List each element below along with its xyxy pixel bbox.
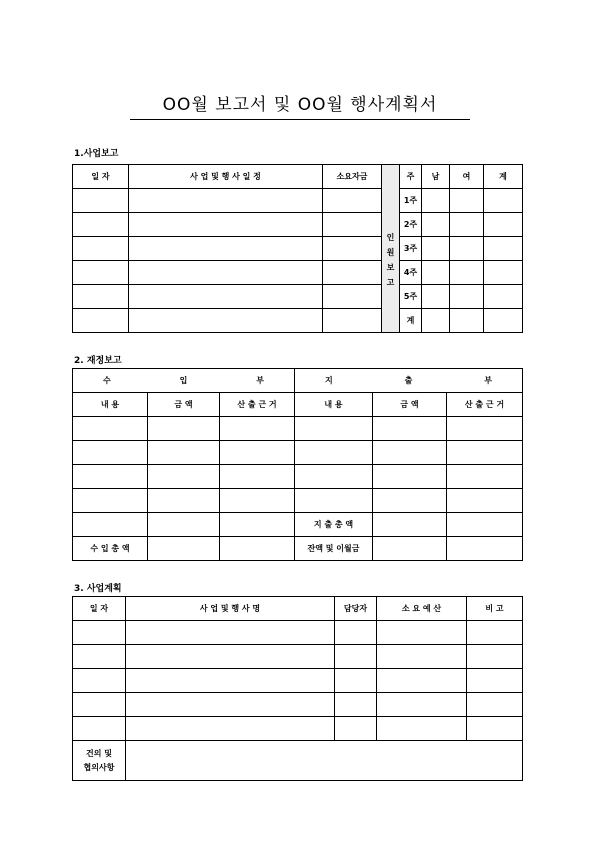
- plan-cell[interactable]: [377, 693, 467, 717]
- week-label: 3주: [400, 237, 422, 261]
- header-week: 주: [400, 165, 422, 189]
- expense-total-label: 지 출 총 액: [295, 513, 373, 537]
- expense-header-char: 지: [325, 376, 333, 385]
- col-expense-basis: 산 출 근 거: [447, 393, 523, 417]
- finance-cell[interactable]: [295, 489, 373, 513]
- finance-cell[interactable]: [295, 465, 373, 489]
- financial-report-table: [72, 368, 523, 561]
- plan-cell[interactable]: [73, 621, 126, 645]
- count-cell[interactable]: [484, 309, 523, 333]
- plan-cell[interactable]: [467, 645, 523, 669]
- count-cell[interactable]: [450, 309, 484, 333]
- header-date: 일 자: [73, 165, 129, 189]
- side-label-top: [382, 165, 400, 189]
- count-cell[interactable]: [484, 189, 523, 213]
- carryover-label: 잔액 및 이월금: [295, 537, 373, 561]
- report-cell[interactable]: [73, 309, 129, 333]
- plan-header-event: 사 업 및 행 사 명: [126, 597, 335, 621]
- finance-cell[interactable]: [220, 513, 295, 537]
- finance-cell[interactable]: [148, 537, 220, 561]
- plan-cell[interactable]: [467, 621, 523, 645]
- plan-header-budget: 소 요 예 산: [377, 597, 467, 621]
- finance-cell[interactable]: [373, 489, 447, 513]
- report-cell[interactable]: [73, 189, 129, 213]
- business-report-table: [72, 164, 523, 333]
- finance-cell[interactable]: [295, 417, 373, 441]
- finance-cell[interactable]: [73, 417, 148, 441]
- finance-cell[interactable]: [373, 513, 447, 537]
- finance-cell[interactable]: [148, 489, 220, 513]
- plan-cell[interactable]: [126, 717, 335, 741]
- finance-cell[interactable]: [447, 489, 523, 513]
- header-total: 계: [484, 165, 523, 189]
- label-char: 고: [386, 278, 395, 288]
- plan-cell[interactable]: [73, 717, 126, 741]
- count-cell[interactable]: [422, 261, 450, 285]
- count-cell[interactable]: [450, 213, 484, 237]
- finance-cell[interactable]: [373, 417, 447, 441]
- finance-cell[interactable]: [220, 465, 295, 489]
- income-header-char: 부: [256, 376, 265, 385]
- plan-cell[interactable]: [73, 693, 126, 717]
- report-cell[interactable]: [323, 261, 382, 285]
- count-cell[interactable]: [422, 189, 450, 213]
- report-cell[interactable]: [129, 237, 323, 261]
- report-cell[interactable]: [129, 309, 323, 333]
- count-cell[interactable]: [422, 309, 450, 333]
- report-cell[interactable]: [323, 309, 382, 333]
- section3-heading: 3. 사업계획: [74, 584, 122, 594]
- count-cell[interactable]: [450, 285, 484, 309]
- section2-heading: 2. 재정보고: [74, 356, 122, 366]
- business-plan-table: [72, 596, 523, 781]
- label-char: 보: [386, 263, 395, 273]
- report-cell[interactable]: [129, 261, 323, 285]
- label-char: 인: [386, 233, 395, 243]
- header-activity: 사 업 및 행 사 일 정: [129, 165, 323, 189]
- report-cell[interactable]: [73, 237, 129, 261]
- report-cell[interactable]: [323, 189, 382, 213]
- finance-cell[interactable]: [148, 513, 220, 537]
- finance-cell[interactable]: [73, 513, 148, 537]
- finance-cell[interactable]: [73, 489, 148, 513]
- report-cell[interactable]: [129, 213, 323, 237]
- plan-cell[interactable]: [335, 693, 377, 717]
- count-cell[interactable]: [422, 237, 450, 261]
- section1-heading: 1.사업보고: [74, 149, 119, 159]
- finance-cell[interactable]: [148, 441, 220, 465]
- finance-cell[interactable]: [148, 417, 220, 441]
- header-female: 여: [450, 165, 484, 189]
- plan-cell[interactable]: [126, 621, 335, 645]
- count-cell[interactable]: [484, 285, 523, 309]
- col-income-basis: 산 출 근 거: [220, 393, 295, 417]
- count-cell[interactable]: [422, 213, 450, 237]
- finance-cell[interactable]: [73, 441, 148, 465]
- week-label: 2주: [400, 213, 422, 237]
- plan-cell[interactable]: [126, 693, 335, 717]
- report-cell[interactable]: [323, 213, 382, 237]
- finance-cell[interactable]: [447, 537, 523, 561]
- count-cell[interactable]: [484, 261, 523, 285]
- finance-cell[interactable]: [220, 417, 295, 441]
- count-cell[interactable]: [422, 285, 450, 309]
- report-cell[interactable]: [129, 189, 323, 213]
- plan-cell[interactable]: [126, 645, 335, 669]
- plan-header-manager: 담당자: [335, 597, 377, 621]
- finance-cell[interactable]: [148, 465, 220, 489]
- finance-cell[interactable]: [220, 441, 295, 465]
- plan-cell[interactable]: [467, 693, 523, 717]
- finance-cell[interactable]: [447, 465, 523, 489]
- report-cell[interactable]: [73, 213, 129, 237]
- plan-header-note: 비 고: [467, 597, 523, 621]
- finance-cell[interactable]: [295, 441, 373, 465]
- finance-cell[interactable]: [220, 489, 295, 513]
- count-cell[interactable]: [484, 237, 523, 261]
- plan-cell[interactable]: [377, 621, 467, 645]
- col-income-content: 내 용: [73, 393, 148, 417]
- income-section-header: [73, 369, 295, 393]
- report-cell[interactable]: [73, 285, 129, 309]
- plan-cell[interactable]: [467, 669, 523, 693]
- report-cell[interactable]: [323, 285, 382, 309]
- count-cell[interactable]: [450, 237, 484, 261]
- plan-cell[interactable]: [335, 621, 377, 645]
- plan-cell[interactable]: [335, 645, 377, 669]
- suggestions-label-line: 협의사항: [83, 762, 115, 772]
- expense-header-char: 부: [484, 376, 493, 385]
- plan-cell[interactable]: [73, 669, 126, 693]
- header-male: 남: [422, 165, 450, 189]
- count-cell[interactable]: [484, 213, 523, 237]
- plan-cell[interactable]: [335, 669, 377, 693]
- report-cell[interactable]: [73, 261, 129, 285]
- suggestions-label-line: 건의 및: [86, 748, 112, 758]
- col-expense-content: 내 용: [295, 393, 373, 417]
- week-label: 5주: [400, 285, 422, 309]
- document-title: OO월 보고서 및 OO월 행사계획서: [130, 90, 470, 120]
- report-cell[interactable]: [323, 237, 382, 261]
- suggestions-cell[interactable]: [126, 741, 523, 781]
- label-char: 원: [386, 248, 395, 258]
- col-income-amount: 금 액: [148, 393, 220, 417]
- income-header-char: 수: [103, 376, 111, 385]
- finance-cell[interactable]: [373, 465, 447, 489]
- personnel-report-label: [382, 189, 400, 333]
- plan-cell[interactable]: [126, 669, 335, 693]
- income-header-char: 입: [179, 376, 188, 385]
- report-cell[interactable]: [129, 285, 323, 309]
- expense-section-header: [295, 369, 523, 393]
- finance-cell[interactable]: [447, 441, 523, 465]
- plan-cell[interactable]: [73, 645, 126, 669]
- finance-cell[interactable]: [373, 441, 447, 465]
- plan-cell[interactable]: [377, 645, 467, 669]
- expense-header-char: 출: [404, 376, 413, 385]
- count-cell[interactable]: [450, 261, 484, 285]
- plan-cell[interactable]: [335, 717, 377, 741]
- plan-cell[interactable]: [377, 717, 467, 741]
- count-cell[interactable]: [450, 189, 484, 213]
- finance-cell[interactable]: [447, 513, 523, 537]
- week-label: 계: [400, 309, 422, 333]
- finance-cell[interactable]: [220, 537, 295, 561]
- week-label: 1주: [400, 189, 422, 213]
- plan-cell[interactable]: [377, 669, 467, 693]
- week-label: 4주: [400, 261, 422, 285]
- col-expense-amount: 금 액: [373, 393, 447, 417]
- plan-cell[interactable]: [467, 717, 523, 741]
- finance-cell[interactable]: [447, 417, 523, 441]
- finance-cell[interactable]: [73, 465, 148, 489]
- finance-cell[interactable]: [373, 537, 447, 561]
- plan-header-date: 일 자: [73, 597, 126, 621]
- income-total-label: 수 입 총 액: [73, 537, 148, 561]
- header-cost: 소요자금: [323, 165, 382, 189]
- suggestions-label: [73, 741, 126, 781]
